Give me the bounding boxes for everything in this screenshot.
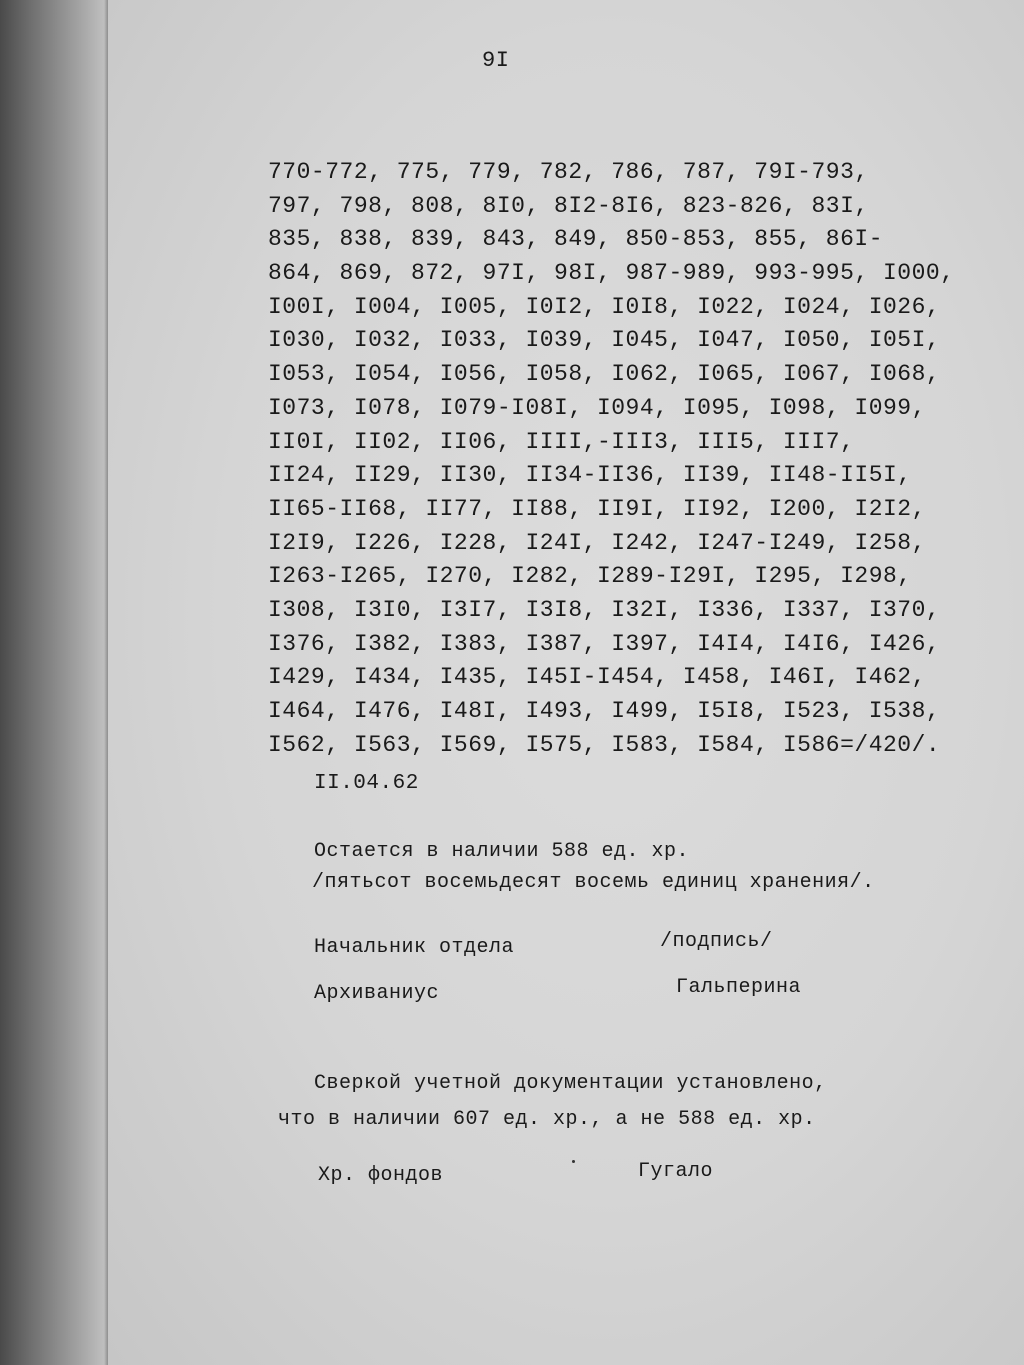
chief-signature: /подпись/ xyxy=(660,930,773,953)
number-list-line: I030, I032, I033, I039, I045, I047, I050, I05I, xyxy=(268,327,941,354)
chief-name: Гальперина xyxy=(676,976,802,999)
number-list-line: 797, 798, 808, 8I0, 8I2-8I6, 823-826, 83I, xyxy=(268,192,869,219)
number-list-line: II0I, II02, II06, IIII,-III3, III5, III7, xyxy=(268,428,855,455)
keeper-title: Хр. фондов xyxy=(318,1164,444,1187)
number-list-line: I308, I3I0, I3I7, I3I8, I32I, I336, I337, I370, xyxy=(268,596,941,623)
verification-line-1: Сверкой учетной документации установлено, xyxy=(314,1072,827,1095)
number-list-line: 835, 838, 839, 843, 849, 850-853, 855, 86I- xyxy=(268,226,883,253)
number-list-line: I00I, I004, I005, I0I2, I0I8, I022, I024, I026, xyxy=(268,293,941,320)
number-list-line: II65-II68, II77, II88, II9I, II92, I200, I2I2, xyxy=(268,495,926,522)
number-list-line: I2I9, I226, I228, I24I, I242, I247-I249, I258, xyxy=(268,529,926,556)
chief-title: Начальник отдела xyxy=(314,936,515,959)
keeper-name: Гугало xyxy=(638,1160,714,1183)
document-date: II.04.62 xyxy=(314,772,419,795)
ink-dot xyxy=(572,1160,575,1163)
bleed-through-margin xyxy=(984,0,1024,1365)
number-list-line: I053, I054, I056, I058, I062, I065, I067, I068, xyxy=(268,361,941,388)
storage-unit-number-list xyxy=(268,156,955,762)
number-list-line: 770-772, 775, 779, 782, 786, 787, 79I-793, xyxy=(268,159,869,185)
verification-line-2: что в наличии 607 ед. хр., а не 588 ед. хр. xyxy=(278,1108,816,1131)
number-list-line: 864, 869, 872, 97I, 98I, 987-989, 993-995, I000, xyxy=(268,260,955,287)
number-list-line: I429, I434, I435, I45I-I454, I458, I46I, I462, xyxy=(268,664,926,691)
number-list-line: I073, I078, I079-I08I, I094, I095, I098, I099, xyxy=(268,394,926,421)
book-binding xyxy=(0,0,110,1365)
number-list-line: I263-I265, I270, I282, I289-I29I, I295, I298, xyxy=(268,563,912,590)
number-list-line: II24, II29, II30, II34-II36, II39, II48-II5I, xyxy=(268,462,912,489)
chief-department: Архиваниус xyxy=(314,982,440,1005)
remaining-count-line: Остается в наличии 588 ед. хр. xyxy=(314,840,690,863)
page-number: 9I xyxy=(482,48,510,73)
number-list-line: I562, I563, I569, I575, I583, I584, I586=/420/. xyxy=(268,731,941,758)
number-list-line: I376, I382, I383, I387, I397, I4I4, I4I6, I426, xyxy=(268,630,941,657)
number-list-line: I464, I476, I48I, I493, I499, I5I8, I523, I538, xyxy=(268,698,941,724)
remaining-count-words: /пятьсот восемьдесят восемь единиц хранения/. xyxy=(312,871,875,894)
